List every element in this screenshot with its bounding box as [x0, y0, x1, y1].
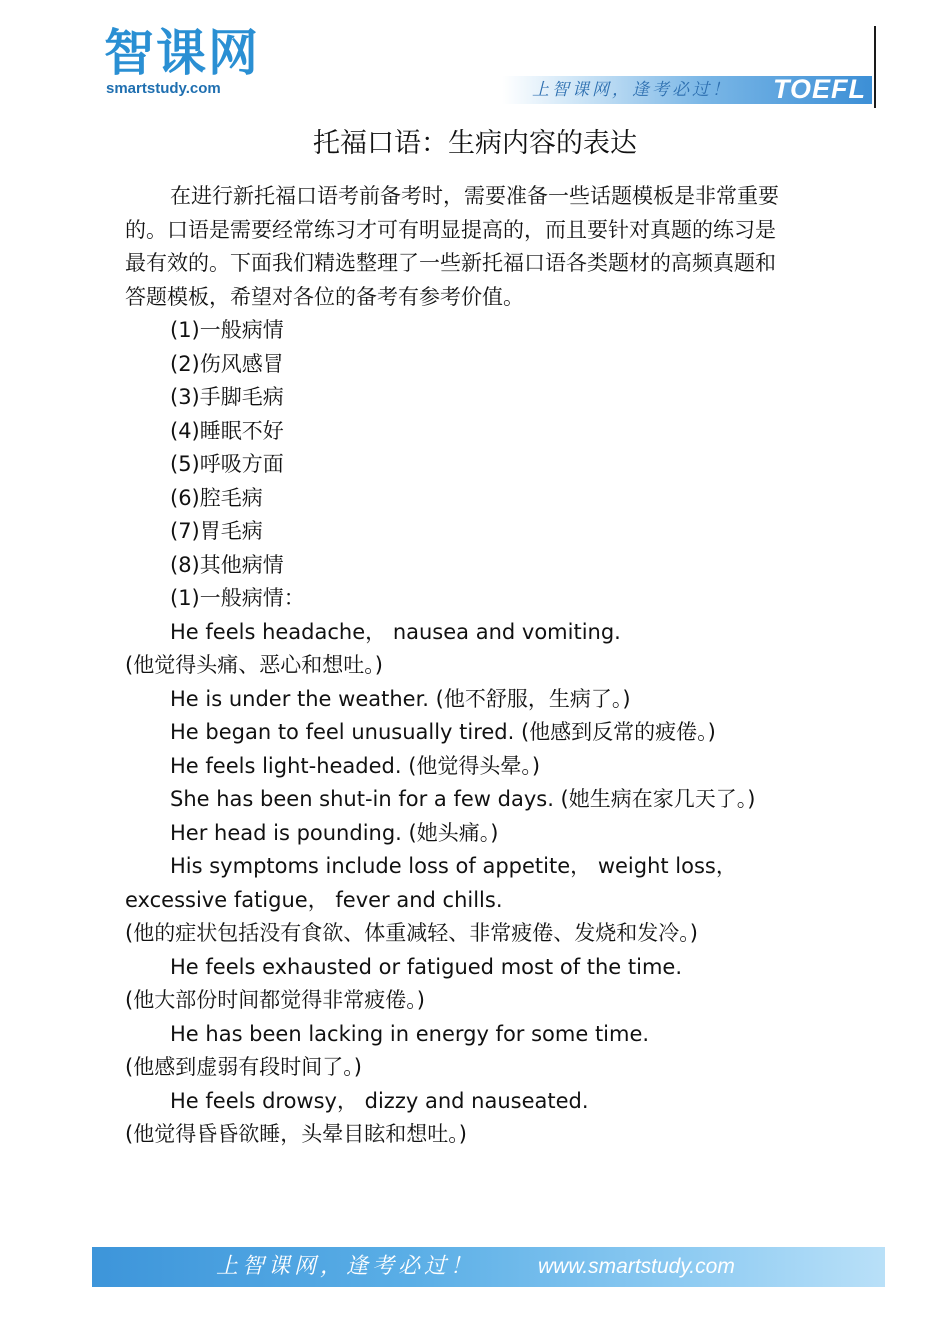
paragraph-line: He feels exhausted or fatigued most of the time. [170, 954, 683, 979]
paragraph-line: (1)一般病情 [170, 318, 284, 342]
paragraph-line: 答题模板，希望对各位的备考有参考价值。 [125, 284, 524, 309]
header-divider-line [874, 26, 876, 108]
paragraph-line: (3)手脚毛病 [170, 385, 284, 409]
page-title: 托福口语：生病内容的表达 [313, 128, 637, 159]
paragraph-line: (他觉得头痛、恶心和想吐。) [125, 653, 383, 677]
paragraph-line: He feels drowsy， dizzy and nauseated. [170, 1088, 589, 1113]
header-banner [502, 76, 872, 104]
paragraph-line: (2)伤风感冒 [170, 351, 284, 376]
paragraph-line: (7)胃毛病 [170, 519, 263, 543]
paragraph-line: He is under the weather. (他不舒服，生病了。) [170, 686, 631, 711]
paragraph-line: (1)一般病情： [170, 586, 305, 610]
smartstudy-logo [104, 26, 264, 98]
paragraph-line: He began to feel unusually tired. (他感到反常的疲倦。) [170, 720, 716, 744]
paragraph-line: (5)呼吸方面 [170, 452, 284, 476]
document-body [125, 180, 820, 1152]
footer-banner [92, 1247, 885, 1287]
footer-url: www.smartstudy.com [538, 1255, 735, 1278]
paragraph-line: (8)其他病情 [170, 552, 284, 577]
paragraph-line: He has been lacking in energy for some time. [170, 1021, 650, 1046]
paragraph-line: excessive fatigue， fever and chills. [125, 887, 503, 912]
header-slogan: 上智课网，逢考必过！ [532, 80, 732, 100]
paragraph-line: He feels headache， nausea and vomiting. [170, 619, 621, 644]
paragraph-line: She has been shut-in for a few days. (她生病在家几天了。) [170, 787, 756, 811]
paragraph-line: (他感到虚弱有段时间了。) [125, 1055, 362, 1079]
paragraph-line: 在进行新托福口语考前备考时，需要准备一些话题模板是非常重要 [170, 184, 779, 208]
paragraph-line: (他觉得昏昏欲睡，头晕目眩和想吐。) [125, 1122, 467, 1146]
paragraph-line: (4)睡眠不好 [170, 418, 284, 443]
paragraph-line: His symptoms include loss of appetite， weight loss， [170, 854, 737, 878]
footer-slogan: 上智课网，逢考必过！ [216, 1254, 477, 1279]
paragraph-line: Her head is pounding. (她头痛。) [170, 820, 499, 845]
paragraph-line: (6)腔毛病 [170, 485, 263, 510]
paragraph-line: He feels light-headed. (他觉得头晕。) [170, 753, 541, 778]
paragraph-line: (他大部份时间都觉得非常疲倦。) [125, 988, 425, 1012]
logo-english-text: smartstudy.com [106, 80, 221, 97]
paragraph-line: 最有效的。下面我们精选整理了一些新托福口语各类题材的高频真题和 [125, 251, 776, 275]
paragraph-line: 的。口语是需要经常练习才可有明显提高的，而且要针对真题的练习是 [125, 217, 776, 242]
paragraph-line: (他的症状包括没有食欲、体重减轻、非常疲倦、发烧和发冷。) [125, 921, 698, 945]
logo-chinese-text: 智课网 [104, 24, 260, 82]
exam-label: TOEFL [772, 74, 866, 104]
